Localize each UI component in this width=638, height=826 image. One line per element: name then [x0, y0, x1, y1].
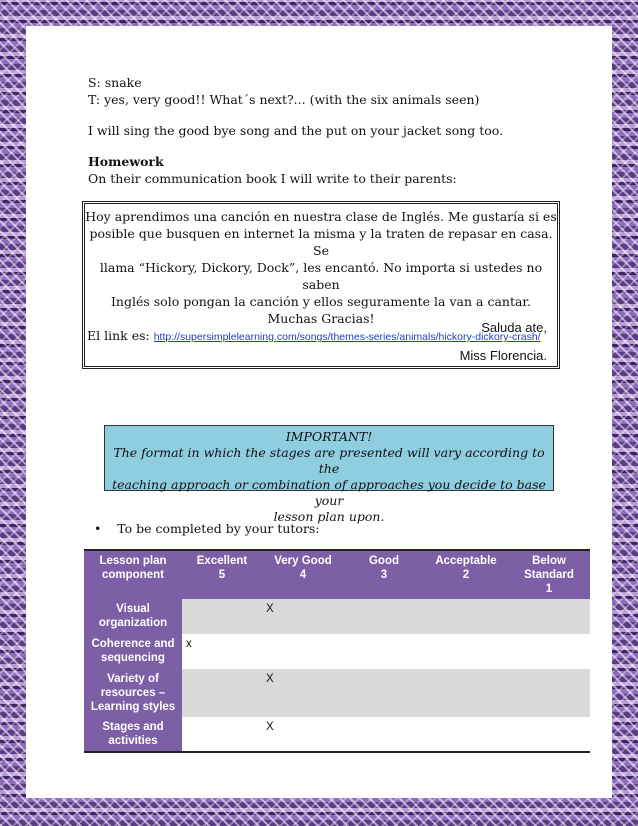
- tutor-instruction-text: To be completed by your tutors:: [117, 521, 320, 536]
- cell-excellent: [182, 599, 262, 634]
- header-acceptable: [424, 550, 508, 599]
- rubric-header-row: [84, 550, 590, 599]
- dialogue-line-2: T: yes, very good!! What´s next?... (with the six animals seen): [88, 92, 480, 107]
- row-label: Variety of resources – Learning styles: [84, 669, 182, 717]
- important-note: [104, 425, 554, 524]
- header-label: Very Good: [274, 555, 332, 567]
- table-row: [84, 634, 590, 669]
- cell-acceptable: [424, 669, 508, 717]
- closing-activity-line: I will sing the good bye song and the put on your jacket song too.: [88, 123, 504, 138]
- cell-below: [508, 634, 590, 669]
- letter-thanks: Muchas Gracias!: [267, 311, 375, 326]
- song-link[interactable]: http://supersimplelearning.com/songs/themes-series/animals/hickory-dickory-crash/: [153, 331, 541, 343]
- cell-below: [508, 717, 590, 752]
- bullet-icon: •: [94, 521, 102, 536]
- row-label: Visual organization: [84, 599, 182, 634]
- letter-body: [85, 204, 557, 327]
- important-line: teaching approach or combination of approaches you decide to base your: [112, 477, 546, 508]
- letter-line: Hoy aprendimos una canción en nuestra clase de Inglés. Me gustaría si es: [85, 209, 557, 224]
- cell-good: [344, 717, 424, 752]
- cell-excellent: x: [182, 634, 262, 669]
- letter-line: posible que busquen en internet la misma y la traten de repasar en casa. Se: [89, 226, 553, 258]
- cell-acceptable: [424, 717, 508, 752]
- cell-very-good: X: [262, 669, 344, 717]
- header-score: 5: [218, 569, 226, 581]
- cell-very-good: X: [262, 599, 344, 634]
- header-below-standard: [508, 550, 590, 599]
- cell-good: [344, 669, 424, 717]
- important-line: lesson plan upon.: [273, 509, 385, 524]
- homework-heading: Homework: [88, 154, 164, 169]
- cell-excellent: [182, 669, 262, 717]
- table-row: [84, 599, 590, 634]
- header-excellent: [182, 550, 262, 599]
- header-score: 4: [299, 569, 307, 581]
- dialogue-line-1: S: snake: [88, 75, 142, 90]
- header-good: [344, 550, 424, 599]
- signature-greeting: Saluda ate,: [481, 320, 547, 335]
- header-label: Acceptable: [435, 555, 497, 567]
- header-label: Good: [368, 555, 400, 567]
- row-label: Coherence and sequencing: [84, 634, 182, 669]
- signature-name: Miss Florencia.: [459, 348, 547, 363]
- table-row: [84, 669, 590, 717]
- table-row: [84, 717, 590, 752]
- important-title: IMPORTANT!: [285, 429, 373, 444]
- letter-line: llama “Hickory, Dickory, Dock”, les encantó. No importa si ustedes no saben: [99, 260, 543, 292]
- cell-acceptable: [424, 634, 508, 669]
- header-component: Lesson plan component: [84, 550, 182, 599]
- cell-below: [508, 669, 590, 717]
- parent-letter-box: [82, 201, 560, 369]
- homework-text: On their communication book I will write to their parents:: [88, 171, 457, 186]
- header-score: 1: [545, 583, 553, 595]
- header-score: 2: [462, 569, 470, 581]
- header-very-good: [262, 550, 344, 599]
- rubric-table: [84, 549, 590, 753]
- row-label: Stages and activities: [84, 717, 182, 752]
- link-label: El link es:: [87, 328, 150, 343]
- cell-very-good: [262, 634, 344, 669]
- letter-line: Inglés solo pongan la canción y ellos seguramente la van a cantar.: [110, 294, 531, 309]
- header-score: 3: [380, 569, 388, 581]
- cell-below: [508, 599, 590, 634]
- header-label: Excellent: [196, 555, 248, 567]
- cell-acceptable: [424, 599, 508, 634]
- important-line: The format in which the stages are presented will vary according to the: [113, 445, 545, 476]
- cell-good: [344, 599, 424, 634]
- tutor-instruction: [94, 521, 320, 536]
- cell-very-good: X: [262, 717, 344, 752]
- cell-good: [344, 634, 424, 669]
- cell-excellent: [182, 717, 262, 752]
- header-label: Below Standard: [524, 555, 574, 581]
